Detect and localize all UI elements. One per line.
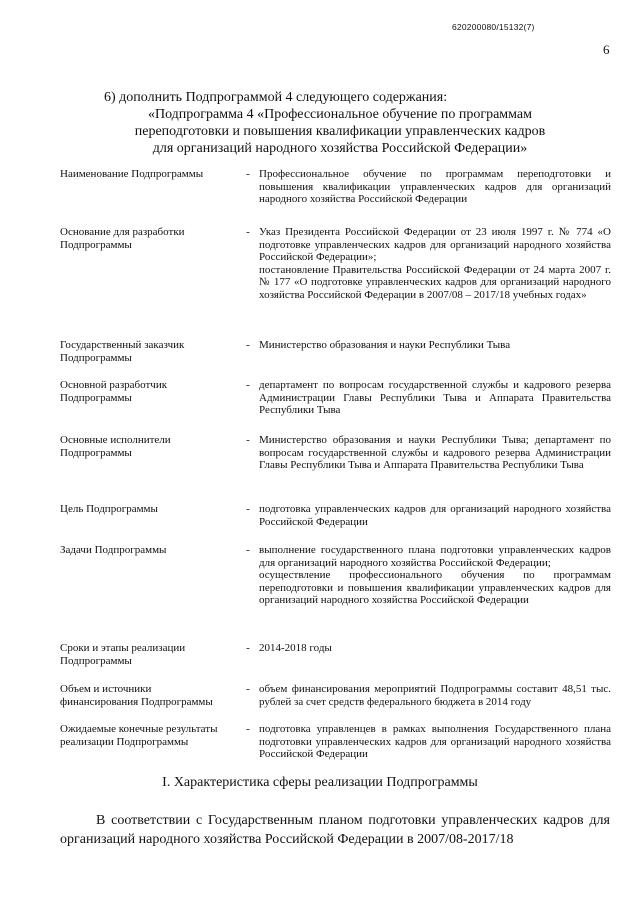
passport-dash: - xyxy=(246,683,250,695)
passport-label: Основание для разработки Подпрограммы xyxy=(60,226,185,251)
subprogram-title-line-3: для организаций народного хозяйства Российской Федерации» xyxy=(152,141,528,156)
subprogram-title xyxy=(60,106,620,157)
amendment-intro: 6) дополнить Подпрограммой 4 следующего содержания: xyxy=(104,90,448,105)
page-number: 6 xyxy=(603,42,610,57)
passport-label: Ожидаемые конечные результаты реализации Подпрограммы xyxy=(60,723,218,748)
body-paragraph: В соответствии с Государственным планом подготовки управленческих кадров для организаций народного хозяйства Российской Федерации в 2007/08-2017/18 xyxy=(60,813,610,847)
passport-dash: - xyxy=(246,503,250,515)
passport-dash: - xyxy=(246,642,250,654)
passport-value: Профессиональное обучение по программам переподготовки и повышения квалификации управленческих кадров для организаций народного хозяйства Российской Федерации xyxy=(259,168,611,206)
passport-label: Сроки и этапы реализации Подпрограммы xyxy=(60,642,186,667)
passport-dash: - xyxy=(246,226,250,238)
passport-value: Министерство образования и науки Республики Тыва; департамент по вопросам государственной службы и кадрового резерва Администрации Главы Республики Тыва и Аппарата Правительства Республики Тыва xyxy=(259,434,611,472)
document-number: 620200080/15132(7) xyxy=(452,22,535,32)
passport-value: объем финансирования мероприятий Подпрограммы составит 48,51 тыс. рублей за счет средств федерального бюджета в 2014 году xyxy=(259,683,611,708)
passport-value: подготовка управленцев в рамках выполнения Государственного плана подготовки управленческих кадров для организаций народного хозяйства Российской Федерации xyxy=(259,723,611,761)
passport-label: Объем и источники финансирования Подпрограммы xyxy=(60,683,213,708)
passport-dash: - xyxy=(246,434,250,446)
passport-dash: - xyxy=(246,168,250,180)
passport-value: департамент по вопросам государственной службы и кадрового резерва Администрации Главы Республики Тыва и Аппарата Правительства Республики Тыва xyxy=(259,379,611,417)
section-heading: I. Характеристика сферы реализации Подпрограммы xyxy=(162,775,478,790)
passport-value: выполнение государственного плана подготовки управленческих кадров для организаций народного хозяйства Российской Федерации; осуществление профессионального обучения по программам переподготовки и повышения квалификации управленческих кадров для организаций народного хозяйства Российской Федерации xyxy=(259,544,611,607)
passport-label: Основные исполнители Подпрограммы xyxy=(60,434,171,459)
passport-dash: - xyxy=(246,339,250,351)
passport-label: Задачи Подпрограммы xyxy=(60,544,167,556)
passport-dash: - xyxy=(246,723,250,735)
subprogram-title-line-2: переподготовки и повышения квалификации управленческих кадров xyxy=(134,124,546,139)
passport-dash: - xyxy=(246,379,250,391)
passport-label: Наименование Подпрограммы xyxy=(60,168,204,180)
passport-value: Министерство образования и науки Республики Тыва xyxy=(259,339,511,351)
passport-value: Указ Президента Российской Федерации от 23 июля 1997 г. № 774 «О подготовке управленческих кадров для организаций народного хозяйства Российской Федерации»; постановление Правительства Российской Федерации от 24 марта 2007 г. № 177 «О подготовке управленческих кадров для организаций народного хозяйства Российской Федерации в 2007/08 – 2017/18 учебных годах» xyxy=(259,226,611,301)
passport-value: 2014-2018 годы xyxy=(259,642,332,654)
passport-label: Государственный заказчик Подпрограммы xyxy=(60,339,185,364)
passport-label: Цель Подпрограммы xyxy=(60,503,158,515)
passport-label: Основной разработчик Подпрограммы xyxy=(60,379,168,404)
subprogram-title-line-1: «Подпрограмма 4 «Профессиональное обучение по программам xyxy=(147,107,533,122)
passport-value: подготовка управленческих кадров для организаций народного хозяйства Российской Федерации xyxy=(259,503,611,528)
passport-dash: - xyxy=(246,544,250,556)
